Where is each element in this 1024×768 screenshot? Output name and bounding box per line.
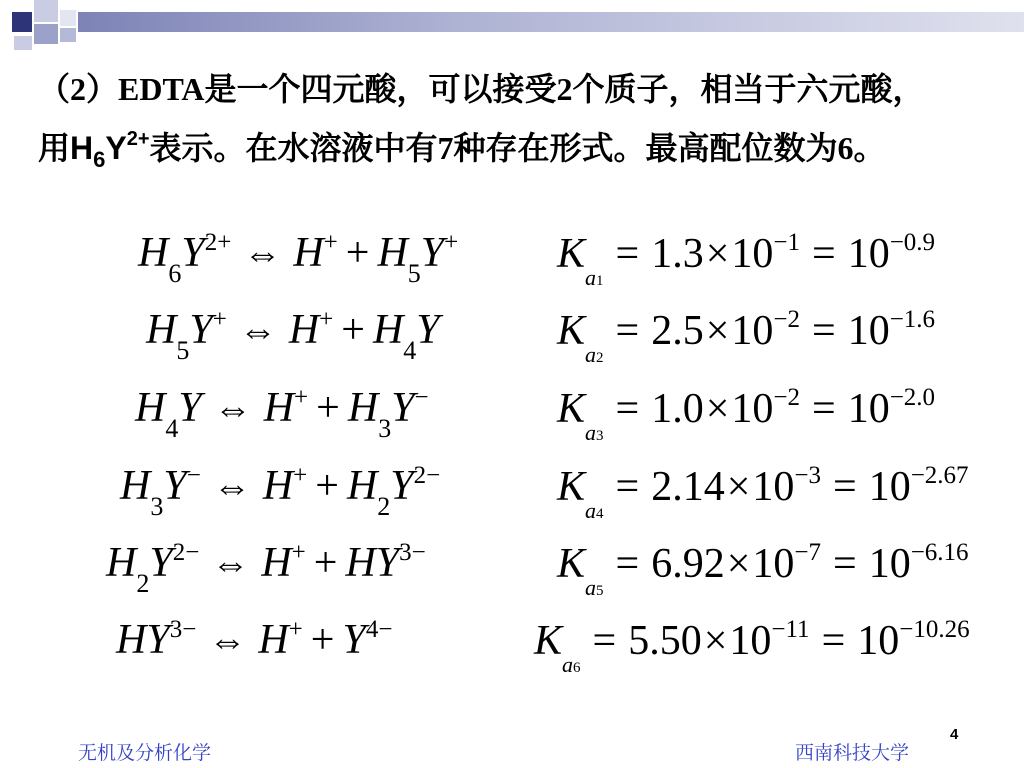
power-base-2: 10 (857, 618, 900, 664)
proton-symbol: H (288, 307, 320, 353)
reactant-Y: Y (149, 540, 173, 586)
reactant-subscript: 6 (168, 259, 182, 288)
product-symbol: H (346, 463, 378, 509)
K-subscript-index: 2 (596, 350, 604, 366)
equals-sign: = (615, 231, 640, 277)
plus-sign: + (341, 307, 365, 353)
times-sign: × (705, 231, 730, 277)
intro-line-2-prefix: 用 (38, 130, 71, 166)
equals-sign: = (615, 541, 640, 587)
formula-Y-superscript: 2+ (126, 128, 150, 150)
reactant-symbol: H (138, 230, 169, 276)
power-exponent: −7 (794, 539, 821, 566)
times-sign: × (705, 308, 730, 354)
K-symbol: K (557, 464, 586, 510)
proton-charge: + (288, 616, 303, 643)
proton-symbol: H (261, 540, 292, 586)
K-subscript (585, 575, 604, 600)
power-base: 10 (752, 541, 795, 587)
reactant-subscript: 2 (136, 569, 150, 598)
reactant-Y: Y (181, 230, 205, 276)
equals-sign: = (615, 308, 640, 354)
reactant-charge: 3− (169, 616, 197, 643)
proton-charge: + (293, 462, 308, 489)
proton-charge: + (291, 539, 306, 566)
power-exponent: −11 (771, 616, 810, 643)
product-subscript: 2 (377, 492, 391, 521)
power-base-2: 10 (847, 231, 890, 277)
K-subscript (585, 265, 604, 290)
equals-sign-2: = (812, 308, 836, 354)
product-Y: Y (420, 230, 445, 276)
product-subscript: 3 (378, 414, 392, 443)
equilibrium-arrow-icon: ⇔ (243, 233, 282, 275)
mantissa: 1.3 (651, 231, 704, 277)
power-exponent-2: −0.9 (889, 229, 936, 256)
power-base: 10 (731, 231, 774, 277)
intro-line-1 (38, 64, 998, 114)
equilibrium-arrow-icon: ⇔ (238, 310, 277, 352)
power-exponent-2: −2.67 (910, 462, 969, 489)
proton-charge: + (294, 384, 309, 411)
K-symbol: K (557, 308, 586, 354)
acid-constant (557, 374, 935, 460)
times-sign: × (705, 386, 730, 432)
corner-square (60, 28, 76, 42)
reactant-symbol: H (146, 307, 177, 353)
power-exponent-2: −6.16 (910, 539, 969, 566)
K-subscript-a: a (585, 342, 597, 367)
product-symbol: Y (342, 617, 366, 663)
product-symbol: H (372, 307, 404, 353)
equals-sign: = (592, 618, 617, 664)
plus-sign: + (345, 230, 370, 276)
product-subscript: 5 (407, 259, 421, 288)
reactant-subscript: 5 (176, 336, 190, 365)
mantissa: 5.50 (628, 618, 702, 664)
K-subscript (585, 342, 604, 367)
plus-sign: + (316, 385, 340, 431)
reactant-symbol: H (135, 385, 166, 431)
K-subscript-a: a (585, 420, 597, 445)
mantissa: 2.5 (651, 308, 704, 354)
power-base-2: 10 (847, 308, 890, 354)
K-subscript-a: a (562, 652, 574, 677)
corner-square (34, 0, 58, 22)
title-gradient-bar (78, 12, 1024, 32)
times-sign: × (703, 618, 728, 664)
corner-square (14, 36, 32, 50)
intro-line-2 (38, 114, 998, 185)
equilibrium-equation (146, 296, 440, 375)
equilibrium-equation (120, 452, 440, 531)
K-symbol: K (557, 231, 586, 277)
K-subscript (562, 652, 581, 677)
K-subscript-index: 1 (596, 273, 604, 289)
page-number: 4 (950, 726, 959, 743)
mantissa: 1.0 (651, 386, 704, 432)
power-base: 10 (731, 308, 774, 354)
power-base-2: 10 (847, 386, 890, 432)
K-subscript-index: 4 (596, 506, 604, 522)
equals-sign-2: = (833, 464, 857, 510)
acid-constant (557, 219, 935, 305)
university-name: 西南科技大学 (795, 742, 910, 764)
power-exponent: −3 (794, 462, 821, 489)
product-charge: + (444, 229, 459, 256)
proton-charge: + (323, 229, 338, 256)
equals-sign: = (615, 386, 640, 432)
intro-paragraph (38, 64, 998, 185)
reactant-charge: + (212, 306, 227, 333)
K-symbol: K (557, 541, 586, 587)
power-exponent: −1 (773, 229, 800, 256)
reactant-subscript: 4 (165, 414, 179, 443)
acid-constant (534, 606, 970, 692)
reactant-symbol: H (120, 463, 151, 509)
reactant-charge: 2− (172, 539, 200, 566)
power-exponent-2: −2.0 (889, 384, 936, 411)
equals-sign-2: = (821, 618, 846, 664)
proton-symbol: H (293, 230, 324, 276)
reactant-Y: Y (178, 385, 202, 431)
course-name: 无机及分析化学 (78, 742, 212, 764)
acid-constant (557, 452, 969, 538)
reactant-symbol: H (106, 540, 137, 586)
acid-constant (557, 529, 969, 615)
equals-sign: = (615, 464, 640, 510)
K-subscript-index: 3 (596, 428, 604, 444)
product-Y: Y (416, 307, 440, 353)
power-base: 10 (752, 464, 795, 510)
power-exponent: −2 (773, 384, 800, 411)
reactant-subscript: 3 (150, 492, 164, 521)
K-symbol: K (557, 386, 586, 432)
mantissa: 6.92 (651, 541, 725, 587)
K-subscript-index: 6 (573, 660, 581, 676)
proton-symbol: H (258, 617, 289, 663)
reactant-Y: Y (189, 307, 213, 353)
K-subscript-a: a (585, 575, 597, 600)
K-subscript-a: a (585, 498, 597, 523)
K-symbol: K (534, 618, 563, 664)
times-sign: × (726, 464, 751, 510)
K-subscript-index: 5 (596, 583, 604, 599)
equilibrium-arrow-icon: ⇔ (211, 543, 250, 585)
equilibrium-equation (138, 219, 458, 298)
proton-charge: + (319, 306, 334, 333)
product-symbol: HY (345, 540, 400, 586)
intro-line-1-text: （2）EDTA是一个四元酸，可以接受2个质子，相当于六元酸， (38, 71, 925, 107)
power-base-2: 10 (868, 464, 911, 510)
corner-square (12, 12, 32, 32)
K-subscript (585, 498, 604, 523)
reactant-Y: Y (163, 463, 187, 509)
power-exponent-2: −1.6 (889, 306, 936, 333)
acid-constant (557, 296, 935, 382)
power-exponent: −2 (773, 306, 800, 333)
power-exponent-2: −10.26 (899, 616, 970, 643)
product-charge: − (414, 384, 429, 411)
product-symbol: H (347, 385, 379, 431)
equilibrium-equation (106, 529, 426, 608)
equilibrium-arrow-icon: ⇔ (208, 620, 247, 662)
equals-sign-2: = (812, 386, 836, 432)
K-subscript (585, 420, 604, 445)
product-charge: 2− (413, 462, 441, 489)
power-base-2: 10 (868, 541, 911, 587)
formula-Y: Y (105, 130, 127, 166)
power-base: 10 (729, 618, 772, 664)
plus-sign: + (315, 463, 339, 509)
product-Y: Y (391, 385, 415, 431)
equilibrium-arrow-icon: ⇔ (213, 388, 252, 430)
mantissa: 2.14 (651, 464, 725, 510)
corner-square (34, 24, 58, 44)
formula-H-subscript: 6 (93, 147, 106, 172)
reactant-charge: 2+ (204, 229, 232, 256)
formula-H: H (70, 130, 94, 166)
intro-line-2-suffix: 表示。在水溶液中有7种存在形式。最高配位数为6。 (149, 130, 886, 166)
product-subscript: 4 (403, 336, 417, 365)
reactant-symbol: HY (116, 617, 170, 663)
reactant-charge: − (186, 462, 201, 489)
equals-sign-2: = (812, 231, 836, 277)
product-charge: 3− (399, 539, 426, 566)
product-symbol: H (377, 230, 408, 276)
equals-sign-2: = (833, 541, 857, 587)
corner-square (60, 10, 76, 26)
proton-symbol: H (263, 385, 295, 431)
power-base: 10 (731, 386, 774, 432)
equilibrium-arrow-icon: ⇔ (212, 466, 251, 508)
equilibrium-equation (116, 606, 392, 665)
product-Y: Y (390, 463, 414, 509)
equilibrium-equation (135, 374, 429, 453)
proton-symbol: H (262, 463, 294, 509)
plus-sign: + (313, 540, 338, 586)
plus-sign: + (310, 617, 335, 663)
times-sign: × (726, 541, 751, 587)
K-subscript-a: a (585, 265, 597, 290)
product-charge: 4− (365, 616, 393, 643)
